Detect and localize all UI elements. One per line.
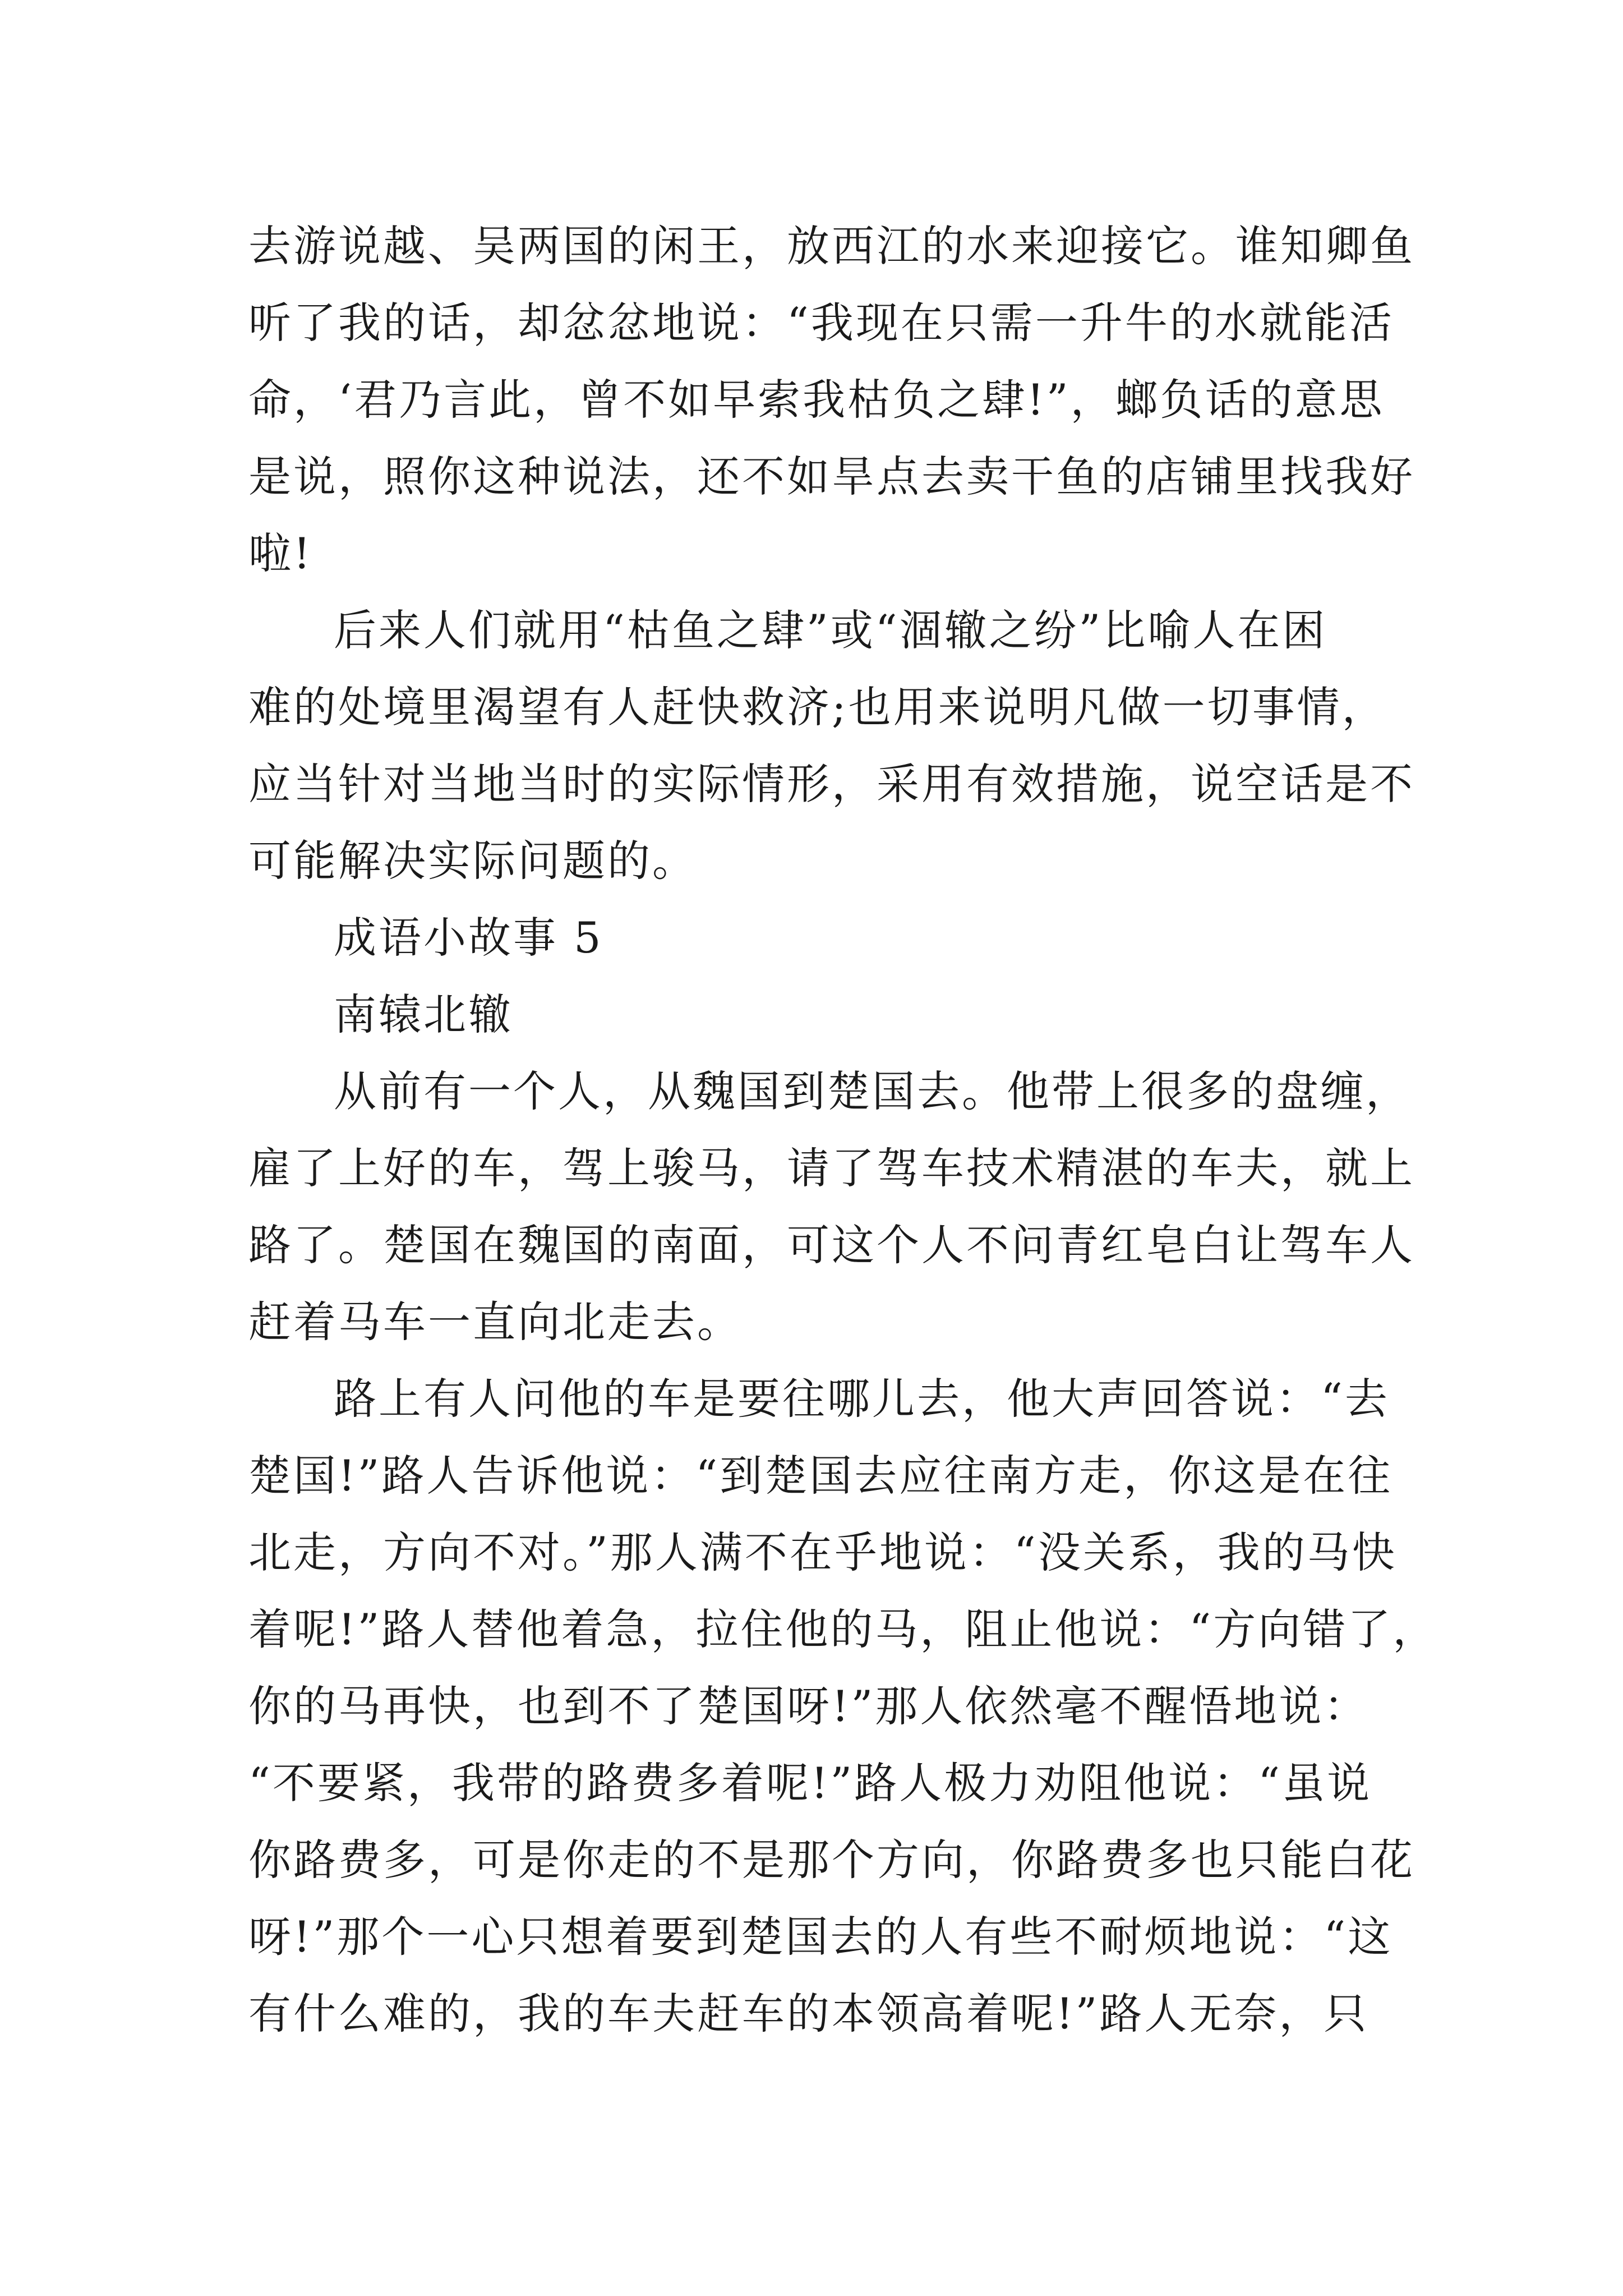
text-line: 你的马再快，也到不了楚国呀!”那人依然毫不醒悟地说： xyxy=(248,1681,1369,1731)
text-line: 是说，照你这种说法，还不如旱点去卖干鱼的店铺里找我好 xyxy=(248,452,1415,501)
text-line: 去游说越、吴两国的闲王，放西江的水来迎接它。谁知卿鱼 xyxy=(248,221,1415,271)
text-line: 难的处境里渴望有人赶快救济;也用来说明凡做一切事情， xyxy=(248,682,1387,732)
text-line: 应当针对当地当时的实际情形，采用有效措施，说空话是不 xyxy=(248,759,1415,809)
text-line: “不要紧，我带的路费多着呢!”路人极力劝阻他说：“虽说 xyxy=(248,1758,1372,1808)
text-line: 路上有人问他的车是要往哪儿去，他大声回答说：“去 xyxy=(334,1374,1390,1424)
text-line: 北走，方向不对。”那人满不在乎地说：“没关系，我的马快 xyxy=(248,1527,1397,1577)
text-line: 楚国!”路人告诉他说：“到楚国去应往南方走，你这是在往 xyxy=(248,1451,1393,1501)
text-line: 有什么难的，我的车夫赶车的本领高着呢!”路人无奈，只 xyxy=(248,1989,1369,2039)
text-line: 路了。楚国在魏国的南面，可这个人不问青红皂白让驾车人 xyxy=(248,1220,1415,1270)
document-page xyxy=(248,208,1438,2052)
text-line: 命，‘君乃言此，曾不如早索我枯负之肆!”，螂负话的意思 xyxy=(248,375,1385,425)
text-line: 成语小故事 5 xyxy=(334,913,603,963)
text-line: 着呢!”路人替他着急，拉住他的马，阻止他说：“方向错了， xyxy=(248,1604,1438,1654)
text-line: 南辕北辙 xyxy=(334,990,513,1039)
text-line: 听了我的话，却忿忿地说：“我现在只需一升牛的水就能活 xyxy=(248,298,1394,348)
text-line: 可能解决实际问题的。 xyxy=(248,836,697,886)
text-line: 赶着马车一直向北走去。 xyxy=(248,1297,742,1347)
text-line: 从前有一个人，从魏国到楚国去。他带上很多的盘缠， xyxy=(334,1066,1410,1116)
text-line: 后来人们就用“枯鱼之肆”或“涸辙之纷”比喻人在困 xyxy=(334,605,1327,655)
text-line: 啦! xyxy=(248,528,313,578)
text-line: 你路费多，可是你走的不是那个方向，你路费多也只能白花 xyxy=(248,1835,1415,1885)
text-line: 雇了上好的车，驾上骏马，请了驾车技术精湛的车夫，就上 xyxy=(248,1143,1415,1193)
text-line: 呀!”那个一心只想着要到楚国去的人有些不耐烦地说：“这 xyxy=(248,1912,1393,1962)
